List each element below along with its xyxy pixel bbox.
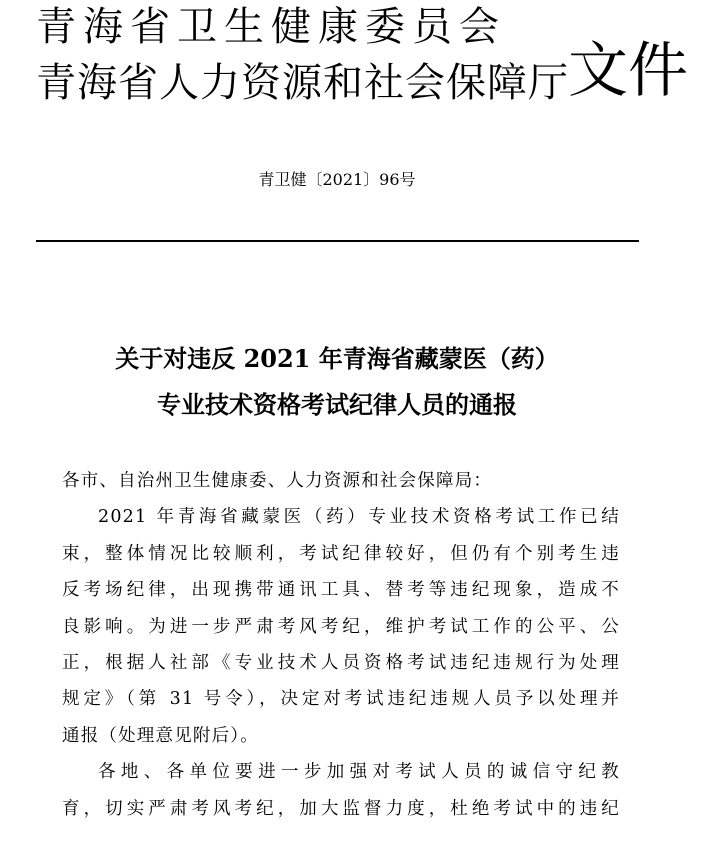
header-divider [36, 240, 639, 242]
document-body [62, 463, 620, 827]
paragraph-1-line-2: 束，整体情况比较顺利，考试纪律较好，但仍有个别考生违 [62, 543, 620, 564]
paragraph-2-line-1: 各地、各单位要进一步加强对考试人员的诚信守纪教 [98, 762, 620, 783]
issuing-authorities [36, 4, 569, 106]
paragraph-1-line-6: 规定》（第 31 号令），决定对考试违纪违规人员予以处理并 [62, 689, 620, 710]
paragraph-2-line-2: 育，切实严肃考风考纪，加大监督力度，杜绝考试中的违纪 [62, 798, 620, 819]
issuer-health-commission: 青海省卫生健康委员会 [36, 4, 506, 50]
paragraph-1-line-3: 反考场纪律，出现携带通讯工具、替考等违纪现象，造成不 [62, 580, 620, 601]
title-line-2: 专业技术资格考试纪律人员的通报 [157, 390, 517, 419]
document-type-label: 文件 [568, 36, 688, 106]
title-line-1: 关于对违反 2021 年青海省藏蒙医（药） [115, 344, 559, 373]
salutation: 各市、自治州卫生健康委、人力资源和社会保障局： [62, 471, 493, 491]
document-number: 青卫健〔2021〕96号 [258, 170, 416, 189]
paragraph-1-line-7: 通报（处理意见附后）。 [62, 725, 259, 746]
paragraph-1-line-4: 良影响。为进一步严肃考风考纪，维护考试工作的公平、公 [62, 616, 620, 637]
document-title [0, 336, 674, 428]
paragraph-1-line-1: 2021 年青海省藏蒙医（药）专业技术资格考试工作已结 [98, 507, 620, 528]
paragraph-1-line-5: 正，根据人社部《专业技术人员资格考试违纪违规行为处理 [62, 652, 620, 673]
issuer-hr-social-security-dept: 青海省人力资源和社会保障厅 [36, 60, 569, 106]
